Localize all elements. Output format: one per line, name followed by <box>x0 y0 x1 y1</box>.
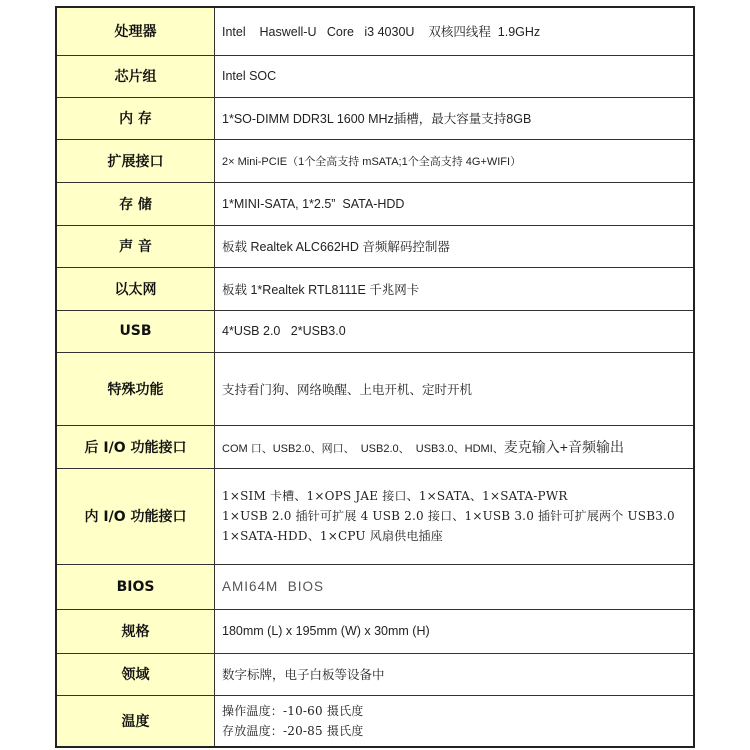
spec-row-expansion <box>56 139 694 182</box>
internal-io-line-3: 1×SATA-HDD、1×CPU 风扇供电插座 <box>222 529 443 543</box>
spec-label: 扩展接口 <box>56 139 215 182</box>
spec-value: AMI64M BIOS <box>215 564 695 609</box>
spec-value: Intel SOC <box>215 55 695 97</box>
spec-row-ethernet <box>56 267 694 310</box>
rear-io-audio: 麦克输入+音频输出 <box>503 438 624 455</box>
spec-label: 内 I/O 功能接口 <box>56 468 215 564</box>
spec-label: 以太网 <box>56 267 215 310</box>
spec-row-storage <box>56 182 694 225</box>
spec-label: 规格 <box>56 609 215 653</box>
spec-value: 1*SO-DIMM DDR3L 1600 MHz插槽，最大容量支持8GB <box>215 97 695 139</box>
spec-label: 特殊功能 <box>56 352 215 425</box>
spec-row-usb <box>56 310 694 352</box>
spec-label: 领域 <box>56 653 215 695</box>
spec-value: 1*MINI-SATA, 1*2.5” SATA-HDD <box>215 182 695 225</box>
spec-row-rear-io <box>56 425 694 468</box>
spec-row-memory <box>56 97 694 139</box>
spec-label: 处理器 <box>56 7 215 55</box>
spec-value: 4*USB 2.0 2*USB3.0 <box>215 310 695 352</box>
spec-label: 后 I/O 功能接口 <box>56 425 215 468</box>
spec-value: Intel Haswell-U Core i3 4030U 双核四线程 1.9GHz <box>215 7 695 55</box>
spec-value: 板载 Realtek ALC662HD 音频解码控制器 <box>215 225 695 267</box>
spec-row-dimensions <box>56 609 694 653</box>
spec-row-special <box>56 352 694 425</box>
spec-row-bios <box>56 564 694 609</box>
spec-value: 板载 1*Realtek RTL8111E 千兆网卡 <box>215 267 695 310</box>
spec-value: 数字标牌，电子白板等设备中 <box>215 653 695 695</box>
spec-value <box>215 425 695 468</box>
spec-row-audio <box>56 225 694 267</box>
spec-value: 180mm (L) x 195mm (W) x 30mm (H) <box>215 609 695 653</box>
spec-label: 存 储 <box>56 182 215 225</box>
spec-value <box>215 695 695 747</box>
spec-row-internal-io <box>56 468 694 564</box>
spec-label: USB <box>56 310 215 352</box>
spec-label: 温度 <box>56 695 215 747</box>
operating-temperature: 操作温度：-10-60 摄氏度 <box>222 703 364 718</box>
spec-row-chipset <box>56 55 694 97</box>
spec-row-cpu <box>56 7 694 55</box>
spec-label: BIOS <box>56 564 215 609</box>
spec-value: 2× Mini-PCIE（1个全高支持 mSATA;1个全高支持 4G+WIFI） <box>215 139 695 182</box>
spec-label: 芯片组 <box>56 55 215 97</box>
spec-row-temperature <box>56 695 694 747</box>
spec-label: 声 音 <box>56 225 215 267</box>
spec-value <box>215 468 695 564</box>
internal-io-line-2: 1×USB 2.0 插针可扩展 4 USB 2.0 接口、1×USB 3.0 插针可扩展两个 USB3.0 <box>222 509 675 523</box>
rear-io-ports: COM 口、USB2.0、网口、 USB2.0、 USB3.0、HDMI、 <box>222 442 504 455</box>
spec-table <box>55 6 695 748</box>
spec-label: 内 存 <box>56 97 215 139</box>
spec-row-application <box>56 653 694 695</box>
internal-io-line-1: 1×SIM 卡槽、1×OPS JAE 接口、1×SATA、1×SATA-PWR <box>222 489 568 503</box>
storage-temperature: 存放温度：-20-85 摄氏度 <box>222 723 364 738</box>
spec-value: 支持看门狗、网络唤醒、上电开机、定时开机 <box>215 352 695 425</box>
